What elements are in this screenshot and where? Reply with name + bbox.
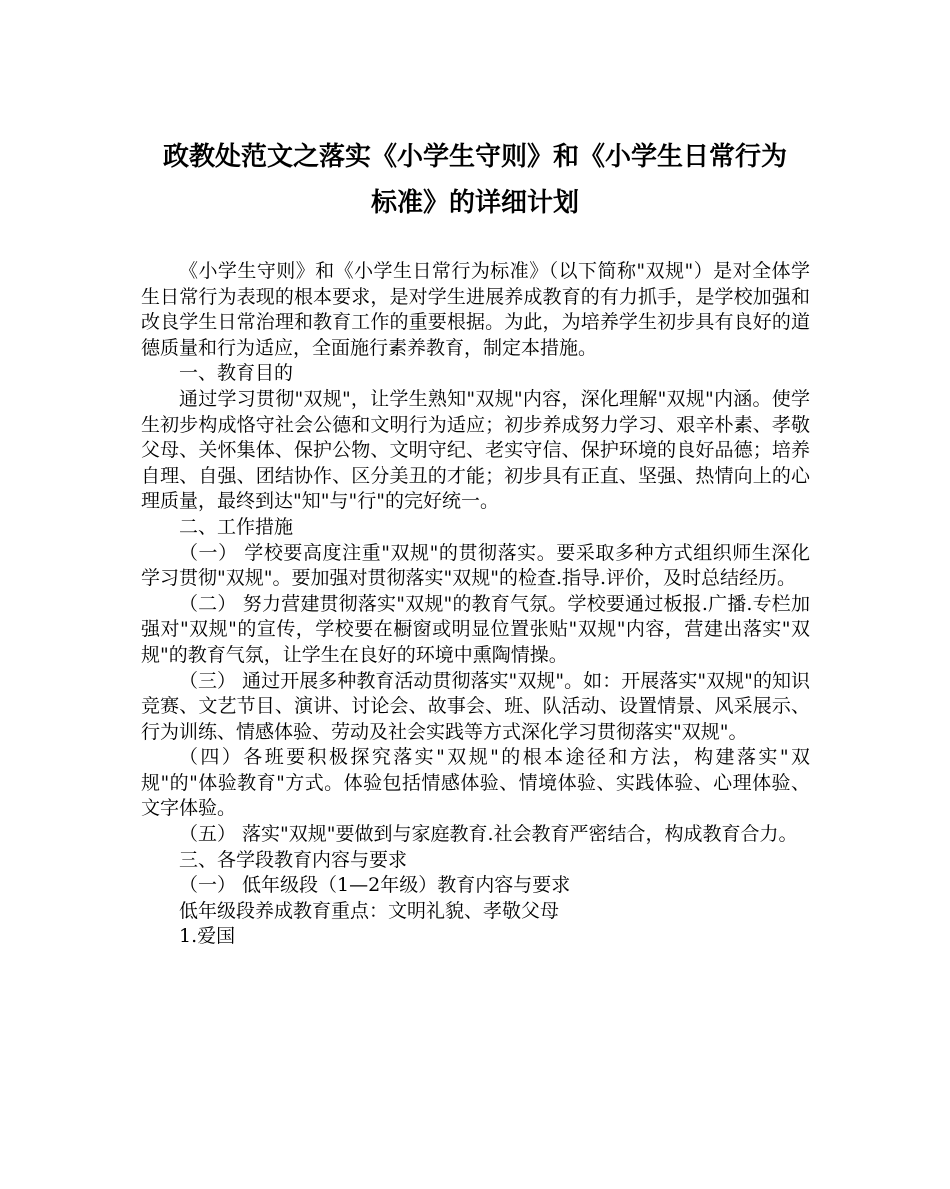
measure-paragraph-2: （二） 努力营建贯彻落实"双规"的教育气氛。学校要通过板报.广播.专栏加强对"双规"的宣传，学校要在橱窗或明显位置张贴"双规"内容，营建出落实"双规"的教育气氛，让学生在良好的环境中熏陶情操。 bbox=[141, 592, 810, 666]
section-heading-goals: 一、教育目的 bbox=[179, 362, 294, 385]
measure-paragraph-1: （一） 学校要高度注重"双规"的贯彻落实。要采取多种方式组织师生深化学习贯彻"双规"。要加强对贯彻落实"双规"的检查.指导.评价，及时总结经历。 bbox=[141, 541, 810, 590]
item-patriotism: 1.爱国 bbox=[179, 925, 236, 948]
document-title-line2: 标准》的详细计划 bbox=[370, 188, 579, 218]
goals-paragraph: 通过学习贯彻"双规"，让学生熟知"双规"内容，深化理解"双规"内涵。使学生初步构成恪守社会公德和文明行为适应；初步养成努力学习、艰辛朴素、孝敬父母、关怀集体、保护公物、文明守纪、老实守信、保护环境的良好品德；培养自理、自强、团结协作、区分美丑的才能；初步具有正直、坚强、热情向上的心理质量，最终到达"知"与"行"的完好统一。 bbox=[141, 387, 810, 513]
measure-paragraph-3: （三） 通过开展多种教育活动贯彻落实"双规"。如：开展落实"双规"的知识竞赛、文艺节目、演讲、讨论会、故事会、班、队活动、设置情景、风采展示、行为训练、情感体验、劳动及社会实践等方式深化学习贯彻落实"双规"。 bbox=[141, 669, 810, 743]
measure-paragraph-4: （四）各班要积极探究落实"双规"的根本途径和方法，构建落实"双规"的"体验教育"方式。体验包括情感体验、情境体验、实践体验、心理体验、文字体验。 bbox=[141, 746, 810, 820]
intro-paragraph: 《小学生守则》和《小学生日常行为标准》（以下简称"双规"）是对全体学生日常行为表现的根本要求，是对学生进展养成教育的有力抓手，是学校加强和改良学生日常治理和教育工作的重要根据。为此，为培养学生初步具有良好的道德质量和行为适应，全面施行素养教育，制定本措施。 bbox=[141, 260, 810, 359]
document-body bbox=[141, 259, 810, 950]
document-title-line1: 政教处范文之落实《小学生守则》和《小学生日常行为 bbox=[162, 142, 787, 172]
stage-subheading-low-grade: （一） 低年级段（1—2年级）教育内容与要求 bbox=[179, 874, 571, 897]
section-heading-measures: 二、工作措施 bbox=[179, 515, 294, 538]
measure-paragraph-5: （五） 落实"双规"要做到与家庭教育.社会教育严密结合，构成教育合力。 bbox=[179, 823, 798, 846]
section-heading-stages: 三、各学段教育内容与要求 bbox=[179, 848, 408, 871]
low-grade-focus: 低年级段养成教育重点：文明礼貌、孝敬父母 bbox=[179, 899, 560, 922]
